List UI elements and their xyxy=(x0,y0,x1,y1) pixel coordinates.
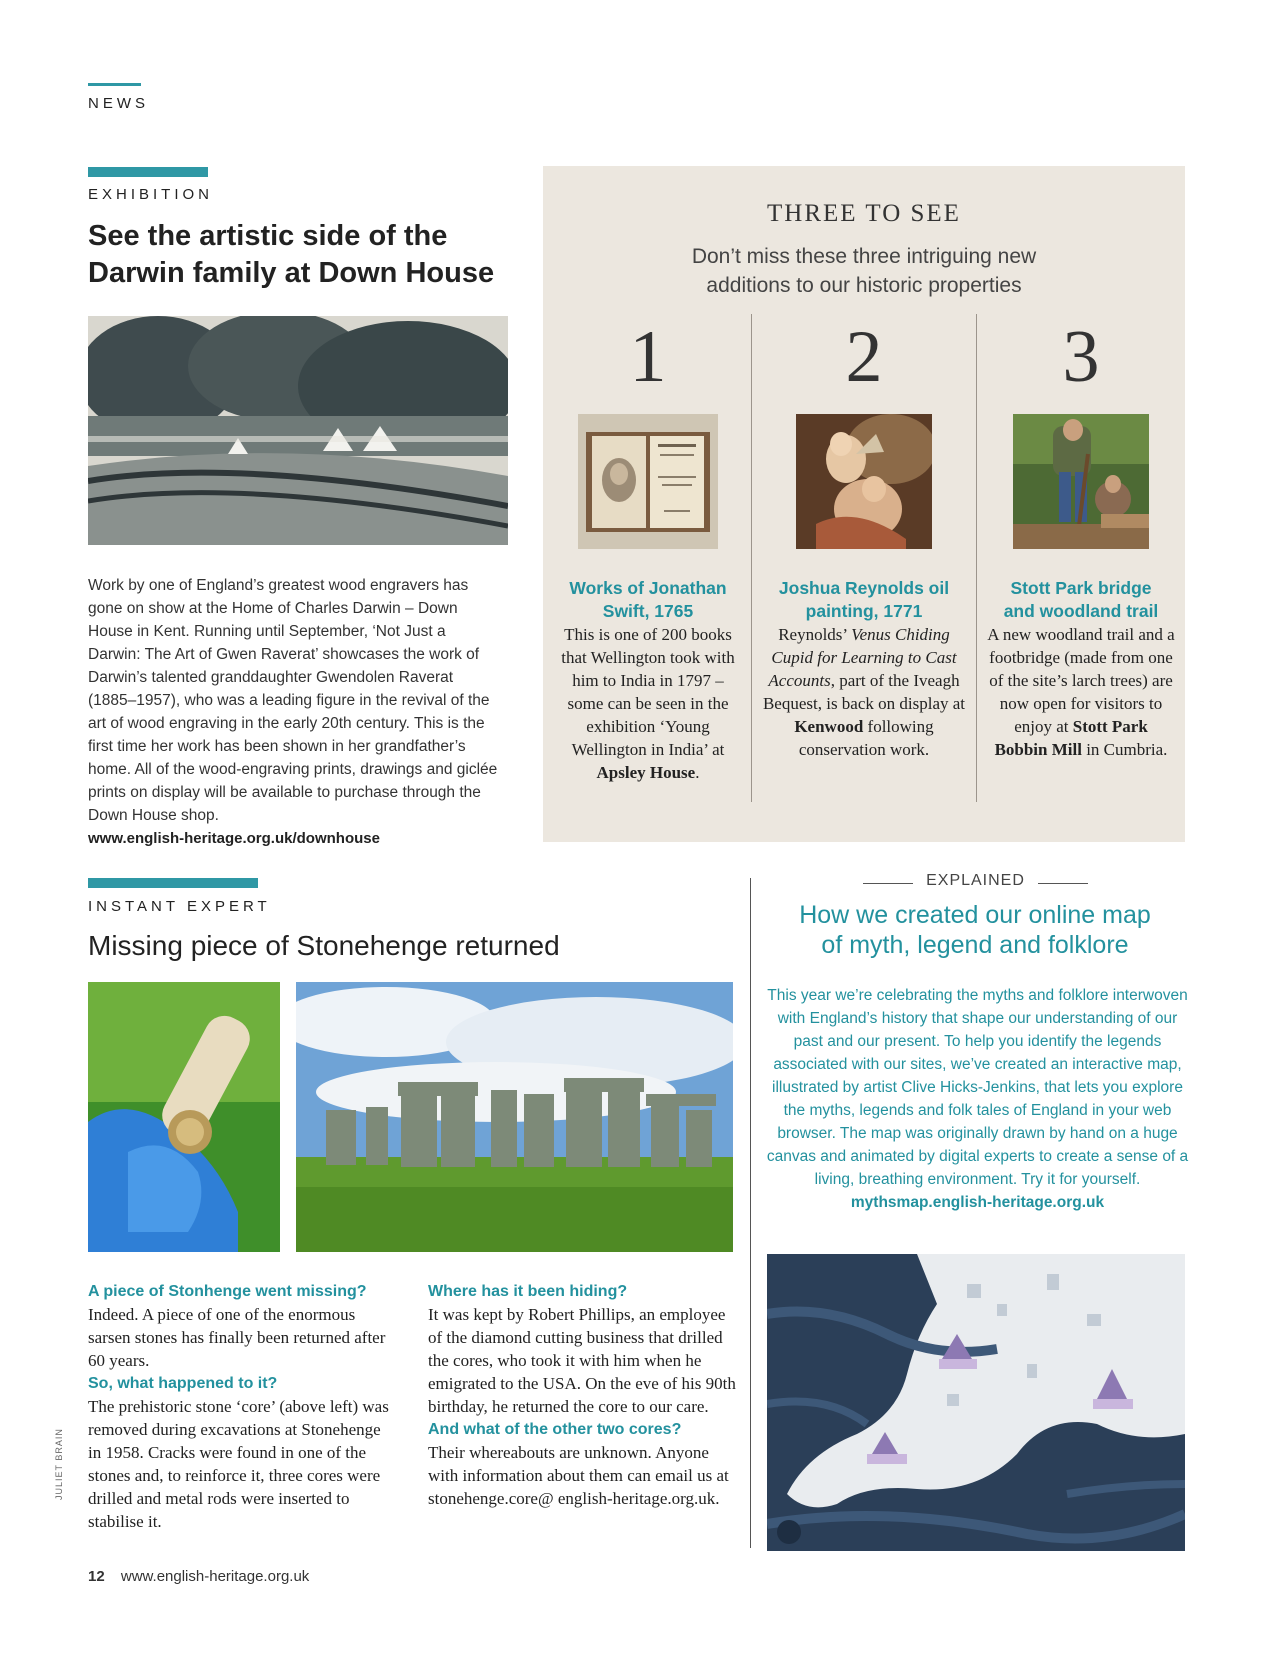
exhibition-rule xyxy=(88,167,208,177)
qa-question-2: So, what happened to it? xyxy=(88,1375,278,1392)
three-item-2 xyxy=(761,166,967,761)
reynolds-painting-image xyxy=(796,414,932,549)
item-2-text xyxy=(761,623,967,761)
qa-answer-4: Their whereabouts are unknown. Anyone with information about them can email us at stonehenge.core@ english-heritage.org.uk. xyxy=(428,1443,729,1508)
item-1-number: 1 xyxy=(629,316,667,398)
three-to-see-subtitle-line1: Don’t miss these three intriguing new xyxy=(691,245,1037,268)
item-3-title-line1: Stott Park bridge xyxy=(1010,578,1152,598)
divider-1 xyxy=(751,314,752,802)
stone-core-image xyxy=(88,982,280,1252)
news-rule xyxy=(88,83,141,86)
instant-expert-rule xyxy=(88,878,258,888)
divider-2 xyxy=(976,314,977,802)
footer-url[interactable]: www.english-heritage.org.uk xyxy=(120,1568,310,1585)
three-to-see-subtitle-line2: additions to our historic properties xyxy=(706,274,1022,297)
explained-kicker-row xyxy=(863,872,1088,894)
item-1-title-line1: Works of Jonathan xyxy=(569,578,727,598)
item-2-text-main: Reynolds’ xyxy=(778,625,852,644)
instant-expert-headline: Missing piece of Stonehenge returned xyxy=(88,930,560,961)
item-3-place: Stott Park Bobbin Mill xyxy=(994,717,1148,759)
qa-answer-1: Indeed. A piece of one of the enormous sarsen stones has finally been returned after 60 years. xyxy=(88,1305,386,1370)
explained-headline-line1: How we created our online map xyxy=(799,901,1151,929)
item-2-text-end: following conservation work. xyxy=(798,717,934,759)
instant-expert-kicker: INSTANT EXPERT xyxy=(88,898,271,915)
qa-answer-2: The prehistoric stone ‘core’ (above left) was removed during excavations at Stonehenge in 1958. Cracks were found in one of the stones and, to reinforce it, three cores were drilled and metal rods were inserted to stabilise it. xyxy=(88,1397,389,1531)
three-item-1 xyxy=(553,166,743,784)
item-1-text-main: This is one of 200 books that Wellington took with him to India in 1797 – some can be seen in the exhibition ‘Young Wellington in India’ at xyxy=(561,625,735,759)
item-1-text-end: . xyxy=(695,763,700,782)
qa-question-4: And what of the other two cores? xyxy=(428,1421,682,1438)
explained-kicker-line-right xyxy=(1038,883,1088,884)
item-2-text-middle: , part of the Iveagh Bequest, is back on display at xyxy=(762,671,966,713)
exhibition-body-text: Work by one of England’s greatest wood engravers has gone on show at the Home of Charles Darwin – Down House in Kent. Running until September, ‘Not Just a Darwin: The Art of Gwen Raverat’ showcases the work of Darwin’s talented granddaughter Gwendolen Raverat (1885–1957), who was a leading figure in the revival of the art of wood engraving in the early 20th century. This is the first time her work has been shown in her grandfather’s home. All of the wood-engraving prints, drawings and giclée prints on display will be available to purchase through the Down House shop. xyxy=(88,577,498,824)
item-2-number: 2 xyxy=(845,316,883,398)
exhibition-link[interactable]: www.english-heritage.org.uk/downhouse xyxy=(88,830,380,847)
item-2-title xyxy=(761,577,967,623)
item-1-place: Apsley House xyxy=(596,763,696,782)
qa-column-left xyxy=(88,1280,393,1533)
item-3-text-end: in Cumbria. xyxy=(1081,740,1168,759)
explained-body-text: This year we’re celebrating the myths and folklore interwoven with England’s history that shape our understanding of our past and our present. To help you identify the legends associated with our sites, we’ve created an interactive map, illustrated by artist Clive Hicks-Jenkins, that lets you explore the myths, legends and folk tales of England in your web browser. The map was originally drawn by hand on a huge canvas and animated by digital experts to create a sense of a living, breathing environment. Try it for yourself. xyxy=(766,987,1189,1188)
exhibition-headline xyxy=(88,218,494,292)
item-3-number: 3 xyxy=(1062,316,1100,398)
qa-question-1: A piece of Stonhenge went missing? xyxy=(88,1283,367,1300)
lower-column-divider xyxy=(750,878,751,1548)
three-to-see-panel xyxy=(543,166,1185,842)
item-1-title-line2: Swift, 1765 xyxy=(602,601,694,621)
item-3-text-main: A new woodland trail and a footbridge (made from one of the site’s larch trees) are now open for visitors to enjoy at xyxy=(987,625,1175,736)
item-1-title xyxy=(553,577,743,623)
explained-headline-line2: of myth, legend and folklore xyxy=(821,931,1129,959)
three-to-see-title: THREE TO SEE xyxy=(767,200,961,227)
item-2-title-line2: painting, 1771 xyxy=(805,601,923,621)
stonehenge-image xyxy=(296,982,733,1252)
item-2-painting-title: Venus Chiding Cupid for Learning to Cast Accounts xyxy=(768,625,957,690)
section-label: NEWS xyxy=(88,95,149,112)
explained-kicker: EXPLAINED xyxy=(926,872,1025,889)
explained-link[interactable]: mythsmap.english-heritage.org.uk xyxy=(850,1194,1105,1211)
exhibition-body xyxy=(88,574,498,850)
item-3-title-line2: and woodland trail xyxy=(1003,601,1159,621)
item-2-title-line1: Joshua Reynolds oil xyxy=(778,578,950,598)
item-3-title xyxy=(986,577,1176,623)
myths-map-image xyxy=(767,1254,1185,1551)
page-number: 12 xyxy=(88,1568,105,1585)
raverat-engraving-image xyxy=(88,316,508,545)
exhibition-headline-line1: See the artistic side of the xyxy=(88,220,448,252)
exhibition-kicker: EXHIBITION xyxy=(88,186,214,203)
explained-headline xyxy=(760,900,1190,960)
stott-park-image xyxy=(1013,414,1149,549)
footer xyxy=(88,1568,309,1585)
explained-kicker-line-left xyxy=(863,883,913,884)
qa-question-3: Where has it been hiding? xyxy=(428,1283,628,1300)
qa-answer-3: It was kept by Robert Phillips, an employee of the diamond cutting business that drilled the cores, who took it with him when he emigrated to the USA. On the eve of his 90th birthday, he returned the core to our care. xyxy=(428,1305,736,1416)
three-item-3 xyxy=(986,166,1176,761)
item-3-text xyxy=(986,623,1176,761)
item-2-place: Kenwood xyxy=(794,717,864,736)
explained-body xyxy=(765,984,1190,1214)
photo-credit: JULIET BRAIN xyxy=(54,1428,64,1500)
qa-column-right xyxy=(428,1280,736,1510)
item-1-text xyxy=(553,623,743,784)
swift-book-image xyxy=(578,414,718,549)
exhibition-headline-line2: Darwin family at Down House xyxy=(88,257,495,289)
